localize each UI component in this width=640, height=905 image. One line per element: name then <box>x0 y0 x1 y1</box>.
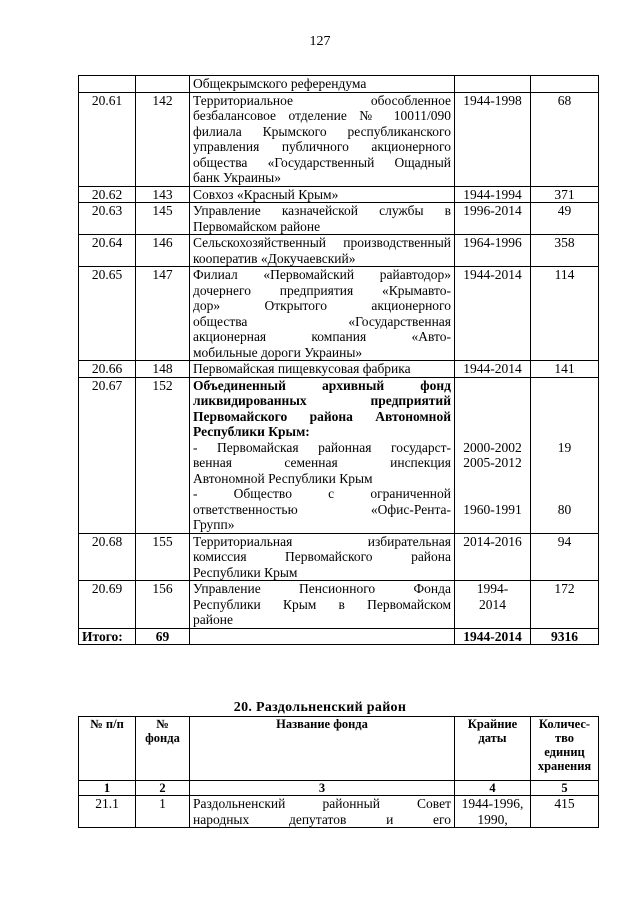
table-row <box>79 377 599 533</box>
storage-count: 114 <box>531 267 599 361</box>
table-row <box>79 267 599 361</box>
storage-count: 94 <box>531 533 599 581</box>
table-row <box>79 235 599 267</box>
spacer <box>458 378 527 394</box>
header-count <box>531 717 599 781</box>
fund-name-line: кооператив «Докучаевский» <box>193 250 356 266</box>
date-line: 1994- <box>476 581 509 596</box>
index-cell: 2 <box>136 781 190 796</box>
row-number: 20.67 <box>79 377 136 533</box>
date-range <box>455 267 531 361</box>
header-fund-line: № <box>156 717 169 731</box>
total-count: 9316 <box>531 628 599 645</box>
date-range <box>455 76 531 93</box>
fund-name-line: Территориальная избирательная <box>193 533 451 549</box>
fund-name-line: Раздольненский районный Совет <box>193 796 451 811</box>
date-line: 1960-1991 <box>463 501 522 517</box>
header-count-line: хранения <box>537 759 592 773</box>
row-number: 20.63 <box>79 203 136 235</box>
fund-name-line: Республики Крым: <box>193 424 310 439</box>
spacer <box>458 471 527 487</box>
fund-name-line: акционерная компания «Авто- <box>193 329 451 344</box>
fund-name <box>190 203 455 235</box>
row-number: 20.62 <box>79 186 136 203</box>
fund-name <box>190 76 455 93</box>
fund-number: 146 <box>136 235 190 267</box>
date-range <box>455 203 531 235</box>
row-number: 20.69 <box>79 581 136 629</box>
storage-count: 415 <box>531 796 599 828</box>
fund-name <box>190 581 455 629</box>
fund-name-line: ликвидированных предприятий <box>193 393 451 408</box>
date-line: 1944-2014 <box>463 267 522 282</box>
header-dates <box>455 717 531 781</box>
spacer <box>458 486 527 502</box>
fund-name-line: Республики Крым <box>193 564 298 580</box>
fund-name-line: Управление казначейской службы в <box>193 203 451 218</box>
fund-name-line: банк Украины» <box>193 170 281 185</box>
row-number <box>79 76 136 93</box>
date-range <box>455 235 531 267</box>
spacer <box>534 409 595 425</box>
spacer <box>534 486 595 502</box>
spacer <box>534 455 595 471</box>
row-number: 20.64 <box>79 235 136 267</box>
storage-count: 141 <box>531 361 599 378</box>
fund-name-line: Общекрымского референдума <box>193 76 367 91</box>
fund-name <box>190 186 455 203</box>
fund-name-line: безбалансовое отделение № 10011/090 <box>193 108 451 123</box>
date-line: 1964-1996 <box>463 235 522 250</box>
table-header-row <box>79 717 599 781</box>
header-num: № п/п <box>79 717 136 781</box>
fund-name-line: Управление Пенсионного Фонда <box>193 581 451 596</box>
fund-name-line: Сельскохозяйственный производственный <box>193 235 451 250</box>
row-number: 21.1 <box>79 796 136 828</box>
spacer <box>534 424 595 440</box>
sub-fund-name-line: - Первомайская районная государст- <box>193 439 451 455</box>
spacer <box>534 378 595 394</box>
fund-name <box>190 377 455 533</box>
date-line: 1944-1998 <box>463 92 522 108</box>
storage-count: 358 <box>531 235 599 267</box>
fund-name-line: управления публичного акционерного <box>193 139 451 154</box>
archive-table-razdolnensky <box>78 716 599 828</box>
header-fund-line: фонда <box>145 731 180 745</box>
spacer <box>534 471 595 487</box>
row-number: 20.66 <box>79 361 136 378</box>
fund-name-line: Республики Крым в Первомайском <box>193 596 451 612</box>
table-row <box>79 186 599 203</box>
sub-fund-name-line: венная семенная инспекция <box>193 455 451 470</box>
fund-name-line: районе <box>193 612 233 627</box>
index-cell: 4 <box>455 781 531 796</box>
fund-name-line: народных депутатов и его <box>193 811 451 827</box>
header-dates-line: Крайние <box>467 717 518 731</box>
page-number: 127 <box>309 34 331 49</box>
table-row <box>79 361 599 378</box>
date-range <box>455 581 531 629</box>
spacer <box>458 424 527 440</box>
fund-number: 147 <box>136 267 190 361</box>
storage-count <box>531 76 599 93</box>
spacer <box>534 393 595 409</box>
table-row <box>79 533 599 581</box>
date-range <box>455 796 531 828</box>
header-fund <box>136 717 190 781</box>
total-label: Итого: <box>79 628 136 645</box>
header-name: Название фонда <box>190 717 455 781</box>
fund-number <box>136 76 190 93</box>
date-line: 1996-2014 <box>463 203 522 218</box>
table-row <box>79 92 599 186</box>
fund-name-line: филиала Крымского республиканского <box>193 123 451 139</box>
total-name <box>190 628 455 645</box>
fund-name-line: мобильные дороги Украины» <box>193 344 363 360</box>
fund-name-line: Первомайского района Автономной <box>193 408 451 424</box>
header-count-line: единиц <box>544 745 585 759</box>
fund-name-line: Совхоз «Красный Крым» <box>193 186 339 202</box>
storage-count: 371 <box>531 186 599 203</box>
sub-fund-name-line: - Общество с ограниченной <box>193 486 451 501</box>
fund-number: 142 <box>136 92 190 186</box>
fund-name-line: Территориальное обособленное <box>193 92 451 108</box>
total-dates: 1944-2014 <box>455 628 531 645</box>
row-number: 20.68 <box>79 533 136 581</box>
fund-number: 145 <box>136 203 190 235</box>
fund-number: 156 <box>136 581 190 629</box>
date-line: 1944-1996, <box>461 796 524 811</box>
fund-name-line: общества «Государственный Ощадный <box>193 154 451 170</box>
fund-name <box>190 533 455 581</box>
table-row <box>79 796 599 828</box>
spacer <box>458 409 527 425</box>
header-count-line: Количес- <box>538 717 591 731</box>
date-range <box>455 377 531 533</box>
fund-name-line: Первомайском районе <box>193 218 321 234</box>
header-dates-line: даты <box>478 731 507 745</box>
fund-number: 143 <box>136 186 190 203</box>
column-index-row <box>79 781 599 796</box>
row-number: 20.61 <box>79 92 136 186</box>
archive-table-pervomaisky <box>78 75 599 645</box>
count-line: 80 <box>557 501 572 517</box>
fund-name <box>190 361 455 378</box>
fund-name <box>190 267 455 361</box>
date-line: 1944-2014 <box>463 361 522 376</box>
header-count-line: тво <box>554 731 575 745</box>
fund-number: 148 <box>136 361 190 378</box>
fund-name <box>190 92 455 186</box>
fund-number: 155 <box>136 533 190 581</box>
date-line: 1990, <box>477 811 508 827</box>
sub-fund-name-line: Групп» <box>193 517 235 532</box>
fund-name-line: общества «Государственная <box>193 313 451 329</box>
fund-name-line: Первомайская пищевкусовая фабрика <box>193 361 411 376</box>
date-line: 2014-2016 <box>463 533 522 549</box>
table-row <box>79 581 599 629</box>
table-row <box>79 76 599 93</box>
spacer <box>458 393 527 409</box>
fund-name-line: дор» Открытого акционерного <box>193 298 451 313</box>
table-row <box>79 203 599 235</box>
count-line: 19 <box>557 439 572 455</box>
date-range <box>455 533 531 581</box>
section-title: 20. Раздольненский район <box>233 700 407 715</box>
date-line: 2014 <box>479 596 506 612</box>
fund-name-line: Филиал «Первомайский райавтодор» <box>193 267 451 282</box>
index-cell: 5 <box>531 781 599 796</box>
sub-fund-name-line: Автономной Республики Крым <box>193 470 373 486</box>
storage-count <box>531 377 599 533</box>
date-line: 1944-1994 <box>463 186 522 202</box>
total-row <box>79 628 599 645</box>
date-range <box>455 361 531 378</box>
storage-count: 172 <box>531 581 599 629</box>
total-fund: 69 <box>136 628 190 645</box>
fund-name-line: дочернего предприятия «Крымавто- <box>193 282 451 298</box>
date-range <box>455 92 531 186</box>
row-number: 20.65 <box>79 267 136 361</box>
sub-fund-name-line: ответственностью «Офис-Рента- <box>193 501 451 517</box>
storage-count: 49 <box>531 203 599 235</box>
fund-number: 1 <box>136 796 190 828</box>
fund-number: 152 <box>136 377 190 533</box>
date-range <box>455 186 531 203</box>
fund-name-line: комиссия Первомайского района <box>193 549 451 564</box>
fund-name <box>190 235 455 267</box>
storage-count: 68 <box>531 92 599 186</box>
index-cell: 1 <box>79 781 136 796</box>
fund-name <box>190 796 455 828</box>
date-line: 2005-2012 <box>463 455 522 470</box>
index-cell: 3 <box>190 781 455 796</box>
date-line: 2000-2002 <box>463 439 522 455</box>
fund-name-line: Объединенный архивный фонд <box>193 377 451 393</box>
